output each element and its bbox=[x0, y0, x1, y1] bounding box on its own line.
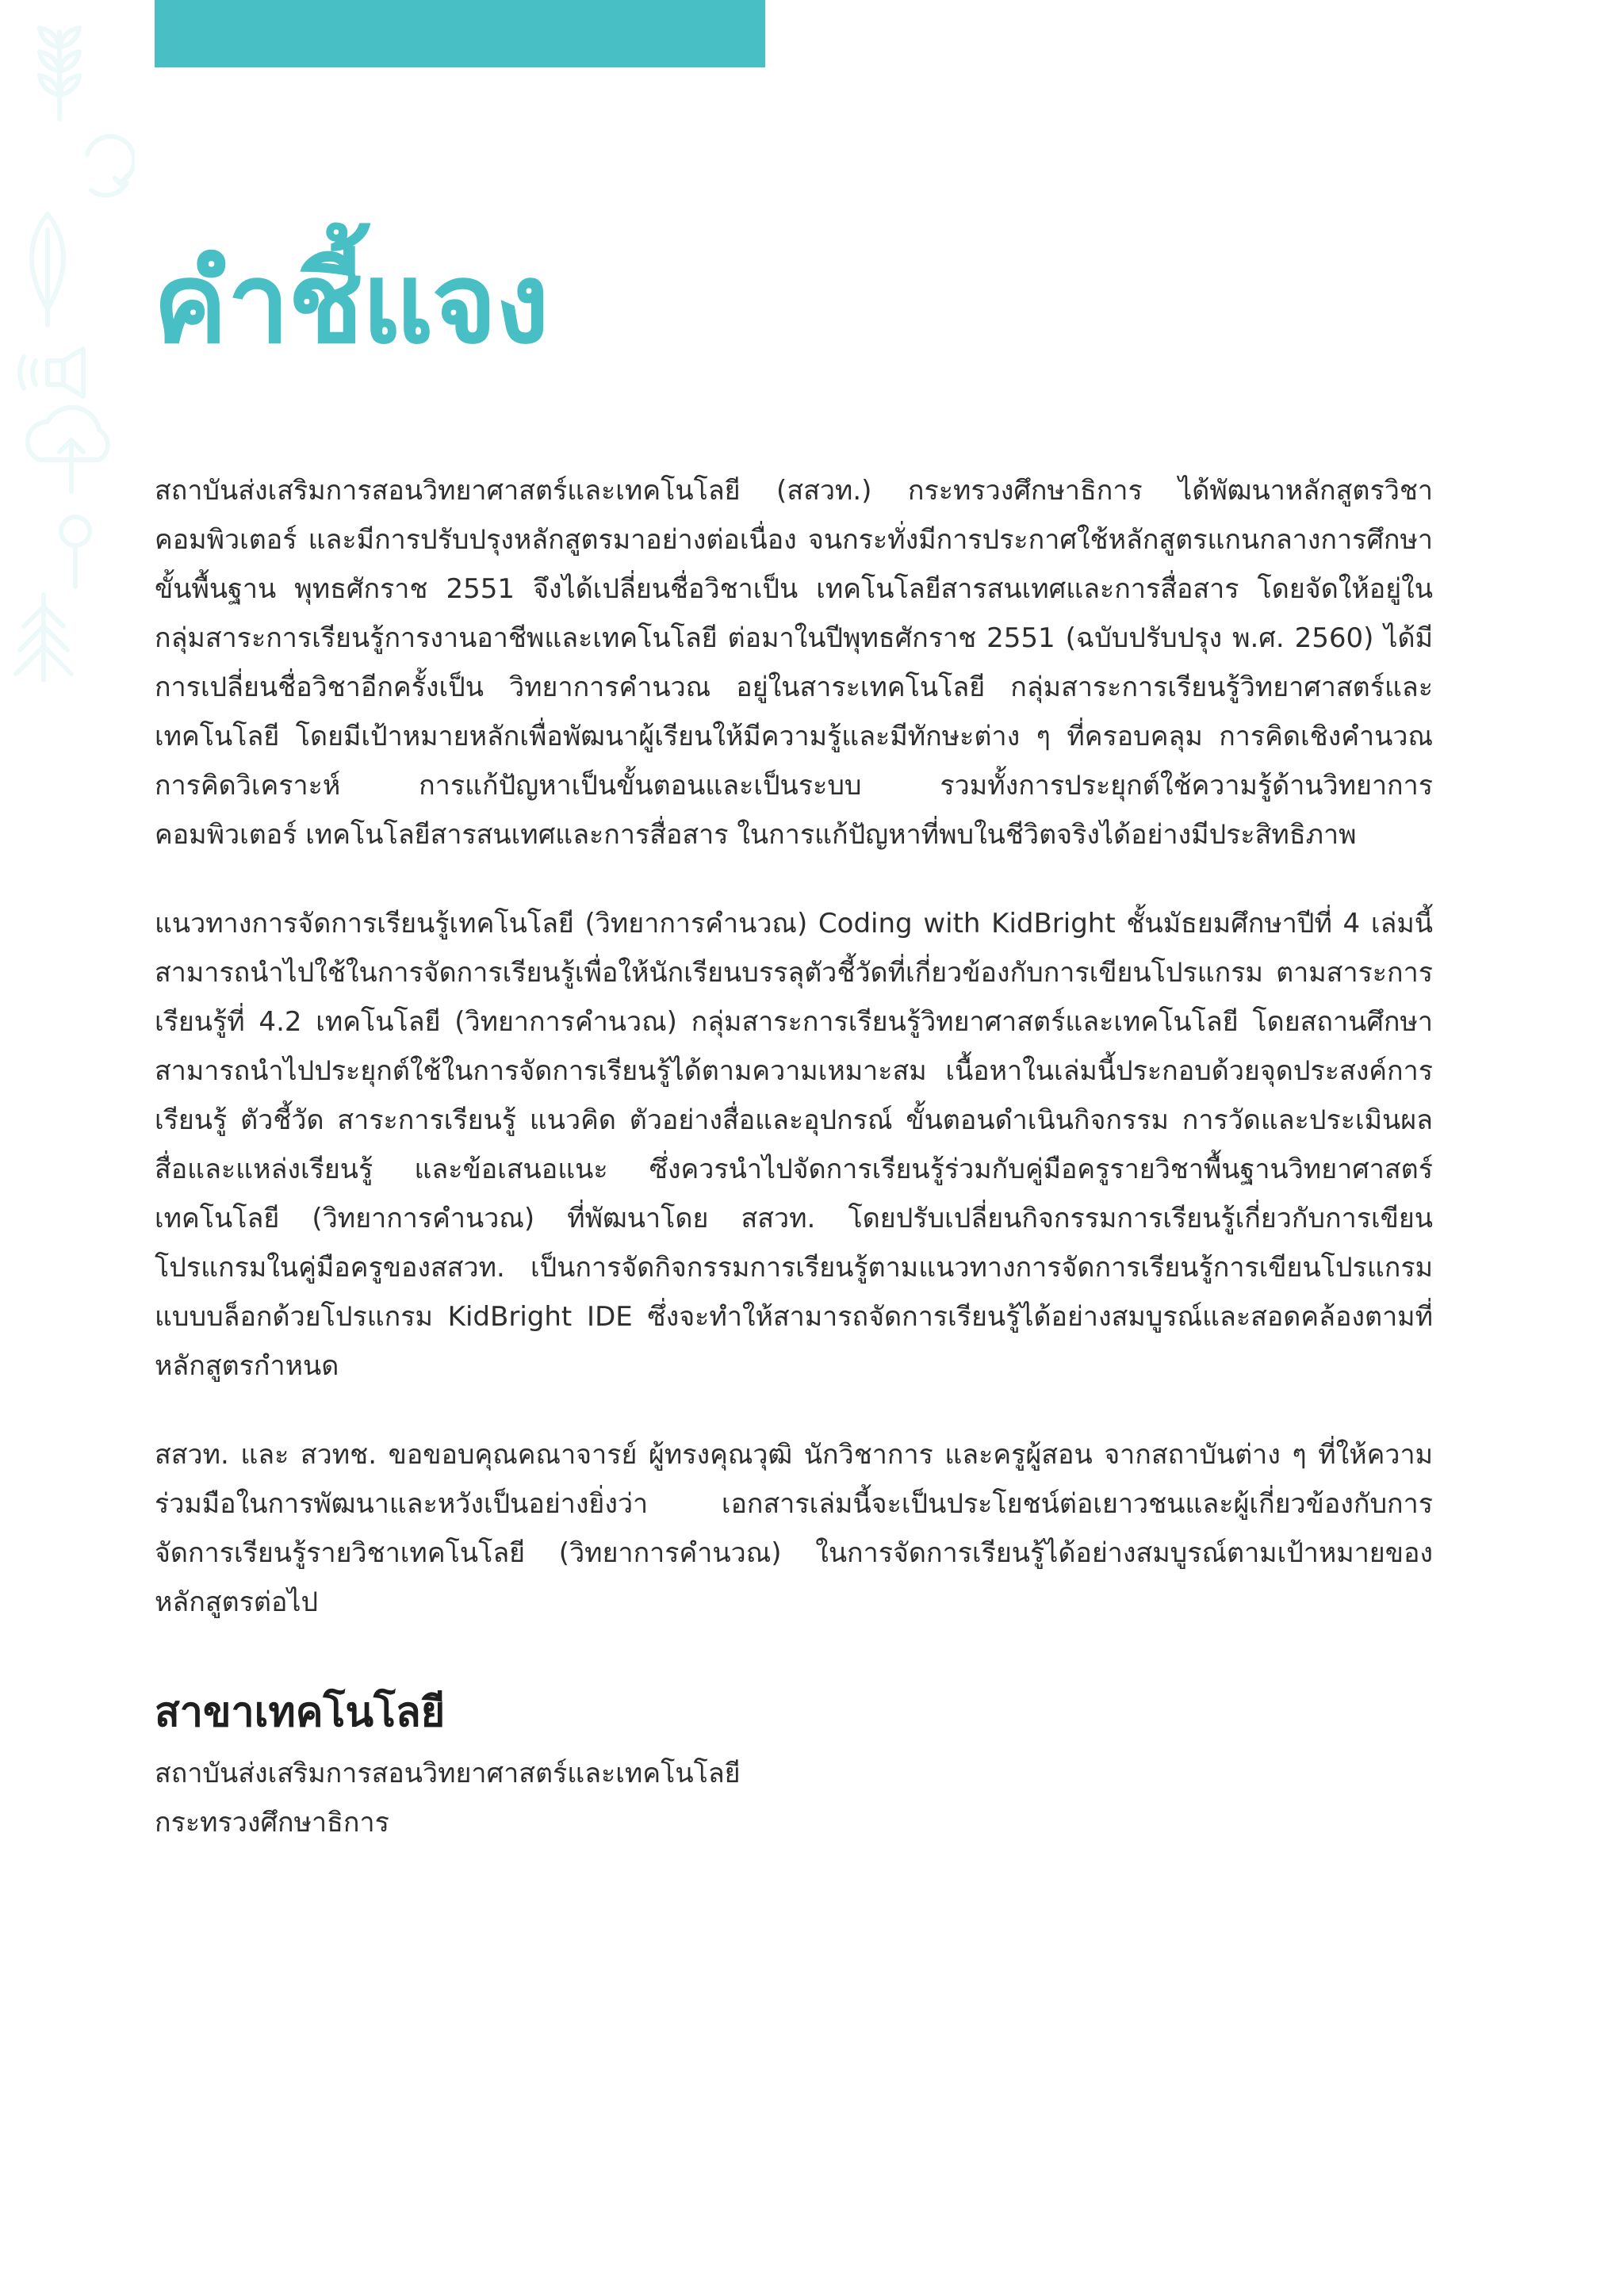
paragraph-guide: แนวทางการจัดการเรียนรู้เทคโนโลยี (วิทยาการคำนวณ) Coding with KidBright ชั้นมัธยมศึกษาปีที่ 4 เล่มนี้ สามารถนำไปใช้ในการจัดการเรียนรู้เพื่อให้นักเรียนบรรลุตัวชี้วัดที่เกี่ยวข้องกับการเขียนโปรแกรม ตามสาระการเรียนรู้ที่ 4.2 เทคโนโลยี (วิทยาการคำนวณ) กลุ่มสาระการเรียนรู้วิทยาศาสตร์และเทคโนโลยี โดยสถานศึกษาสามารถนำไปประยุกต์ใช้ในการจัดการเรียนรู้ได้ตามความเหมาะสม เนื้อหาในเล่มนี้ประกอบด้วยจุดประสงค์การเรียนรู้ ตัวชี้วัด สาระการเรียนรู้ แนวคิด ตัวอย่างสื่อและอุปกรณ์ ขั้นตอนดำเนินกิจกรรม การวัดและประเมินผล สื่อและแหล่งเรียนรู้ และข้อเสนอแนะ ซึ่งควรนำไปจัดการเรียนรู้ร่วมกับคู่มือครูรายวิชาพื้นฐานวิทยาศาสตร์ เทคโนโลยี (วิทยาการคำนวณ) ที่พัฒนาโดย สสวท. โดยปรับเปลี่ยนกิจกรรมการเรียนรู้เกี่ยวกับการเขียนโปรแกรมในคู่มือครูของสสวท. เป็นการจัดกิจกรรมการเรียนรู้ตามแนวทางการจัดการเรียนรู้การเขียนโปรแกรมแบบบล็อกด้วยโปรแกรม KidBright IDE ซึ่งจะทำให้สามารถจัดการเรียนรู้ได้อย่างสมบูรณ์และสอดคล้องตามที่หลักสูตรกำหนด bbox=[155, 908, 1433, 1382]
lightbulb-icon bbox=[61, 517, 90, 587]
decorative-icons bbox=[8, 16, 135, 682]
cloud-upload-icon bbox=[28, 408, 108, 492]
paragraph-thanks: สสวท. และ สวทช. ขอขอบคุณคณาจารย์ ผู้ทรงคุณวุฒิ นักวิชาการ และครูผู้สอน จากสถาบันต่าง ๆ ที่ให้ความร่วมมือในการพัฒนาและหวังเป็นอย่างยิ่งว่า เอกสารเล่มนี้จะเป็นประโยชน์ต่อเยาวชนและผู้เกี่ยวข้องกับการจัดการเรียนรู้รายวิชาเทคโนโลยี (วิทยาการคำนวณ) ในการจัดการเรียนรู้ได้อย่างสมบูรณ์ตามเป้าหมายของหลักสูตรต่อไป bbox=[155, 1439, 1433, 1618]
body-text bbox=[155, 466, 1433, 1667]
recycle-icon bbox=[87, 136, 134, 195]
signature-ministry: กระทรวงศึกษาธิการ bbox=[155, 1807, 389, 1839]
signature-title: สาขาเทคโนโลยี bbox=[155, 1689, 446, 1736]
signature-block bbox=[155, 1681, 1265, 1847]
wheat-icon bbox=[40, 28, 79, 119]
tree-icon bbox=[16, 595, 71, 682]
header-accent-bar bbox=[155, 0, 765, 67]
signature-org: สถาบันส่งเสริมการสอนวิทยาศาสตร์และเทคโนโลยี bbox=[155, 1758, 741, 1789]
page-title: คำชี้แจง bbox=[153, 239, 548, 369]
sound-wave-icon bbox=[20, 349, 83, 396]
leaf-icon bbox=[32, 214, 63, 325]
paragraph-intro: สถาบันส่งเสริมการสอนวิทยาศาสตร์และเทคโนโลยี (สสวท.) กระทรวงศึกษาธิการ ได้พัฒนาหลักสูตรวิชาคอมพิวเตอร์ และมีการปรับปรุงหลักสูตรมาอย่างต่อเนื่อง จนกระทั่งมีการประกาศใช้หลักสูตรแกนกลางการศึกษาขั้นพื้นฐาน พุทธศักราช 2551 จึงได้เปลี่ยนชื่อวิชาเป็น เทคโนโลยีสารสนเทศและการสื่อสาร โดยจัดให้อยู่ในกลุ่มสาระการเรียนรู้การงานอาชีพและเทคโนโลยี ต่อมาในปีพุทธศักราช 2551 (ฉบับปรับปรุง พ.ศ. 2560) ได้มีการเปลี่ยนชื่อวิชาอีกครั้งเป็น วิทยาการคำนวณ อยู่ในสาระเทคโนโลยี กลุ่มสาระการเรียนรู้วิทยาศาสตร์และเทคโนโลยี โดยมีเป้าหมายหลักเพื่อพัฒนาผู้เรียนให้มีความรู้และมีทักษะต่าง ๆ ที่ครอบคลุม การคิดเชิงคำนวณ การคิดวิเคราะห์ การแก้ปัญหาเป็นขั้นตอนและเป็นระบบ รวมทั้งการประยุกต์ใช้ความรู้ด้านวิทยาการคอมพิวเตอร์ เทคโนโลยีสารสนเทศและการสื่อสาร ในการแก้ปัญหาที่พบในชีวิตจริงได้อย่างมีประสิทธิภาพ bbox=[155, 475, 1433, 851]
